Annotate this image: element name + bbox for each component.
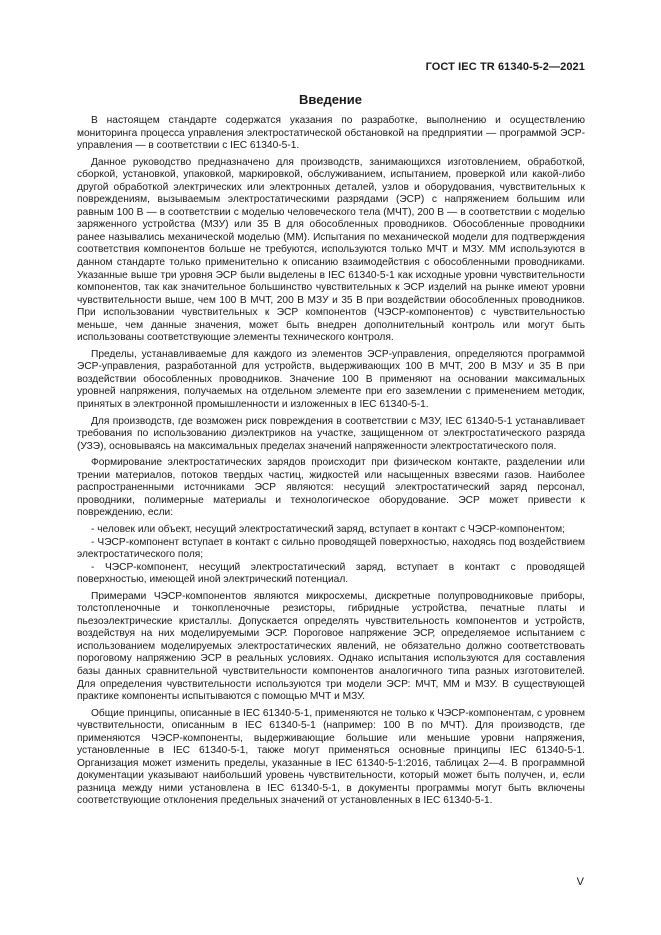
paragraph: Для производств, где возможен риск повреждения в соответствии с МЗУ, IEC 61340-5-1 устанавливает требования по использованию диэлектриков на участке, защищенном от электростатического разряда (УЗЭ), основываясь на максимальных пределах значений напряженности электростатического поля. <box>77 415 585 452</box>
section-title: Введение <box>299 92 362 107</box>
paragraph: В настоящем стандарте содержатся указания по разработке, выполнению и осуществлению мониторинга процесса управления электростатической обстановкой на предприятии — программой ЭСР-управления — в соответствии с IEC 61340-5-1. <box>77 115 585 152</box>
document-body <box>77 115 585 812</box>
list-item: - человек или объект, несущий электростатический заряд, вступает в контакт с ЧЭСР-компонентом; <box>91 523 566 535</box>
list-item: - ЧЭСР-компонент, несущий электростатический заряд, вступает в контакт с проводящей поверхностью, имеющей иной электрический потенциал. <box>77 561 585 586</box>
paragraph: Примерами ЧЭСР-компонентов являются микросхемы, дискретные полупроводниковые приборы, толстопленочные и тонкопленочные резисторы, гибридные устройства, печатные платы и пьезоэлектрические кристаллы. Допускается определять чувствительность компонентов и устройств, воздействуя на них моделируемыми ЭСР. Пороговое напряжение ЭСР, определяемое испытанием с использованием моделируемых электростатических явлений, не обязательно должно соответствовать пороговому напряжению ЭСР в реальных условиях. Однако испытания используются для составления базы данных сравнительной чувствительности компонентов аналогичного типа разных изготовителей. Для определения чувствительности используются три модели ЭСР: МЧТ, ММ и МЗУ. В существующей практике компоненты испытываются с помощью МЧТ и МЗУ. <box>77 590 585 703</box>
paragraph: Формирование электростатических зарядов происходит при физическом контакте, разделении или трении материалов, потоков твердых частиц, жидкостей или насыщенных взвесями газов. Наиболее распространенными источниками ЭСР являются: несущий электростатический заряд персонал, проводники, полимерные материалы и технологическое оборудование. ЭСР может привести к повреждению, если: <box>77 457 585 519</box>
paragraph: Общие принципы, описанные в IEC 61340-5-1, применяются не только к ЧЭСР-компонентам, с уровнем чувствительности, описанным в IEC 61340-5-1 (например: 100 В по МЧТ). Для производств, где применяются ЧЭСР-компоненты, выдерживающие большие или меньшие уровни напряжения, установленные в IEC 61340-5-1, также могут применяться основные принципы IEC 61340-5-1. Организация может изменить пределы, указанные в IEC 61340-5-1:2016, таблицах 2—4. В программной документации указывают наибольший уровень чувствительности, который может быть получен, и, если разница между ними установлена в IEC 61340-5-1, в документы программы могут быть включены соответствующие отклонения предельных значений от установленных в IEC 61340-5-1. <box>77 707 585 807</box>
paragraph: Пределы, устанавливаемые для каждого из элементов ЭСР-управления, определяются программой ЭСР-управления, разработанной для устройств, выдерживающих 100 В МЧТ, 200 В МЗУ и 35 В при воздействии обособленных проводников. Значение 100 В применяют на основании максимальных уровней напряжения, получаемых на отдельном элементе при его заземлении с применением методик, принятых в электронной промышленности и изложенных в IEC 61340-5-1. <box>77 348 585 411</box>
page-number: V <box>576 876 584 888</box>
standard-header: ГОСТ IEC TR 61340-5-2—2021 <box>425 61 585 73</box>
paragraph: Данное руководство предназначено для производств, занимающихся изготовлением, обработкой, сборкой, установкой, упаковкой, маркировкой, обслуживанием, испытанием, проверкой или какой-либо другой обработкой электрических или электронных деталей, узлов и оборудования, чувствительных к повреждениям, вызываемым электростатическими разрядами (ЭСР) с напряжением большим или равным 100 В — в соответствии с моделью человеческого тела (МЧТ), 200 В — в соответствии с моделью заряженного устройства (МЗУ) или 35 В для обособленных проводников. Обособленные проводники ранее назывались механической моделью (ММ). Испытания по механической модели для подтверждения соответствия компонентов больше не требуются, используются только МЧТ и МЗУ. ММ используются в данном стандарте только применительно к описанию взаимодействия с обособленными проводниками. Указанные выше три уровня ЭСР были выделены в IEC 61340-5-1 как исходные уровни чувствительности компонентов, так как значительное большинство чувствительных к ЭСР изделий на рынке имеют уровни чувствительности выше, чем 100 В МЧТ, 200 В МЗУ и 35 В при воздействии обособленных проводников. При использовании чувствительных к ЭСР компонентов (ЧЭСР-компонентов) с чувствительностью меньше, чем данные значения, может быть внедрен дополнительный контроль или могут быть использованы соответствующие элементы технического контроля. <box>77 156 585 344</box>
list-item: - ЧЭСР-компонент вступает в контакт с сильно проводящей поверхностью, находясь под воздействием электростатического поля; <box>77 536 585 561</box>
